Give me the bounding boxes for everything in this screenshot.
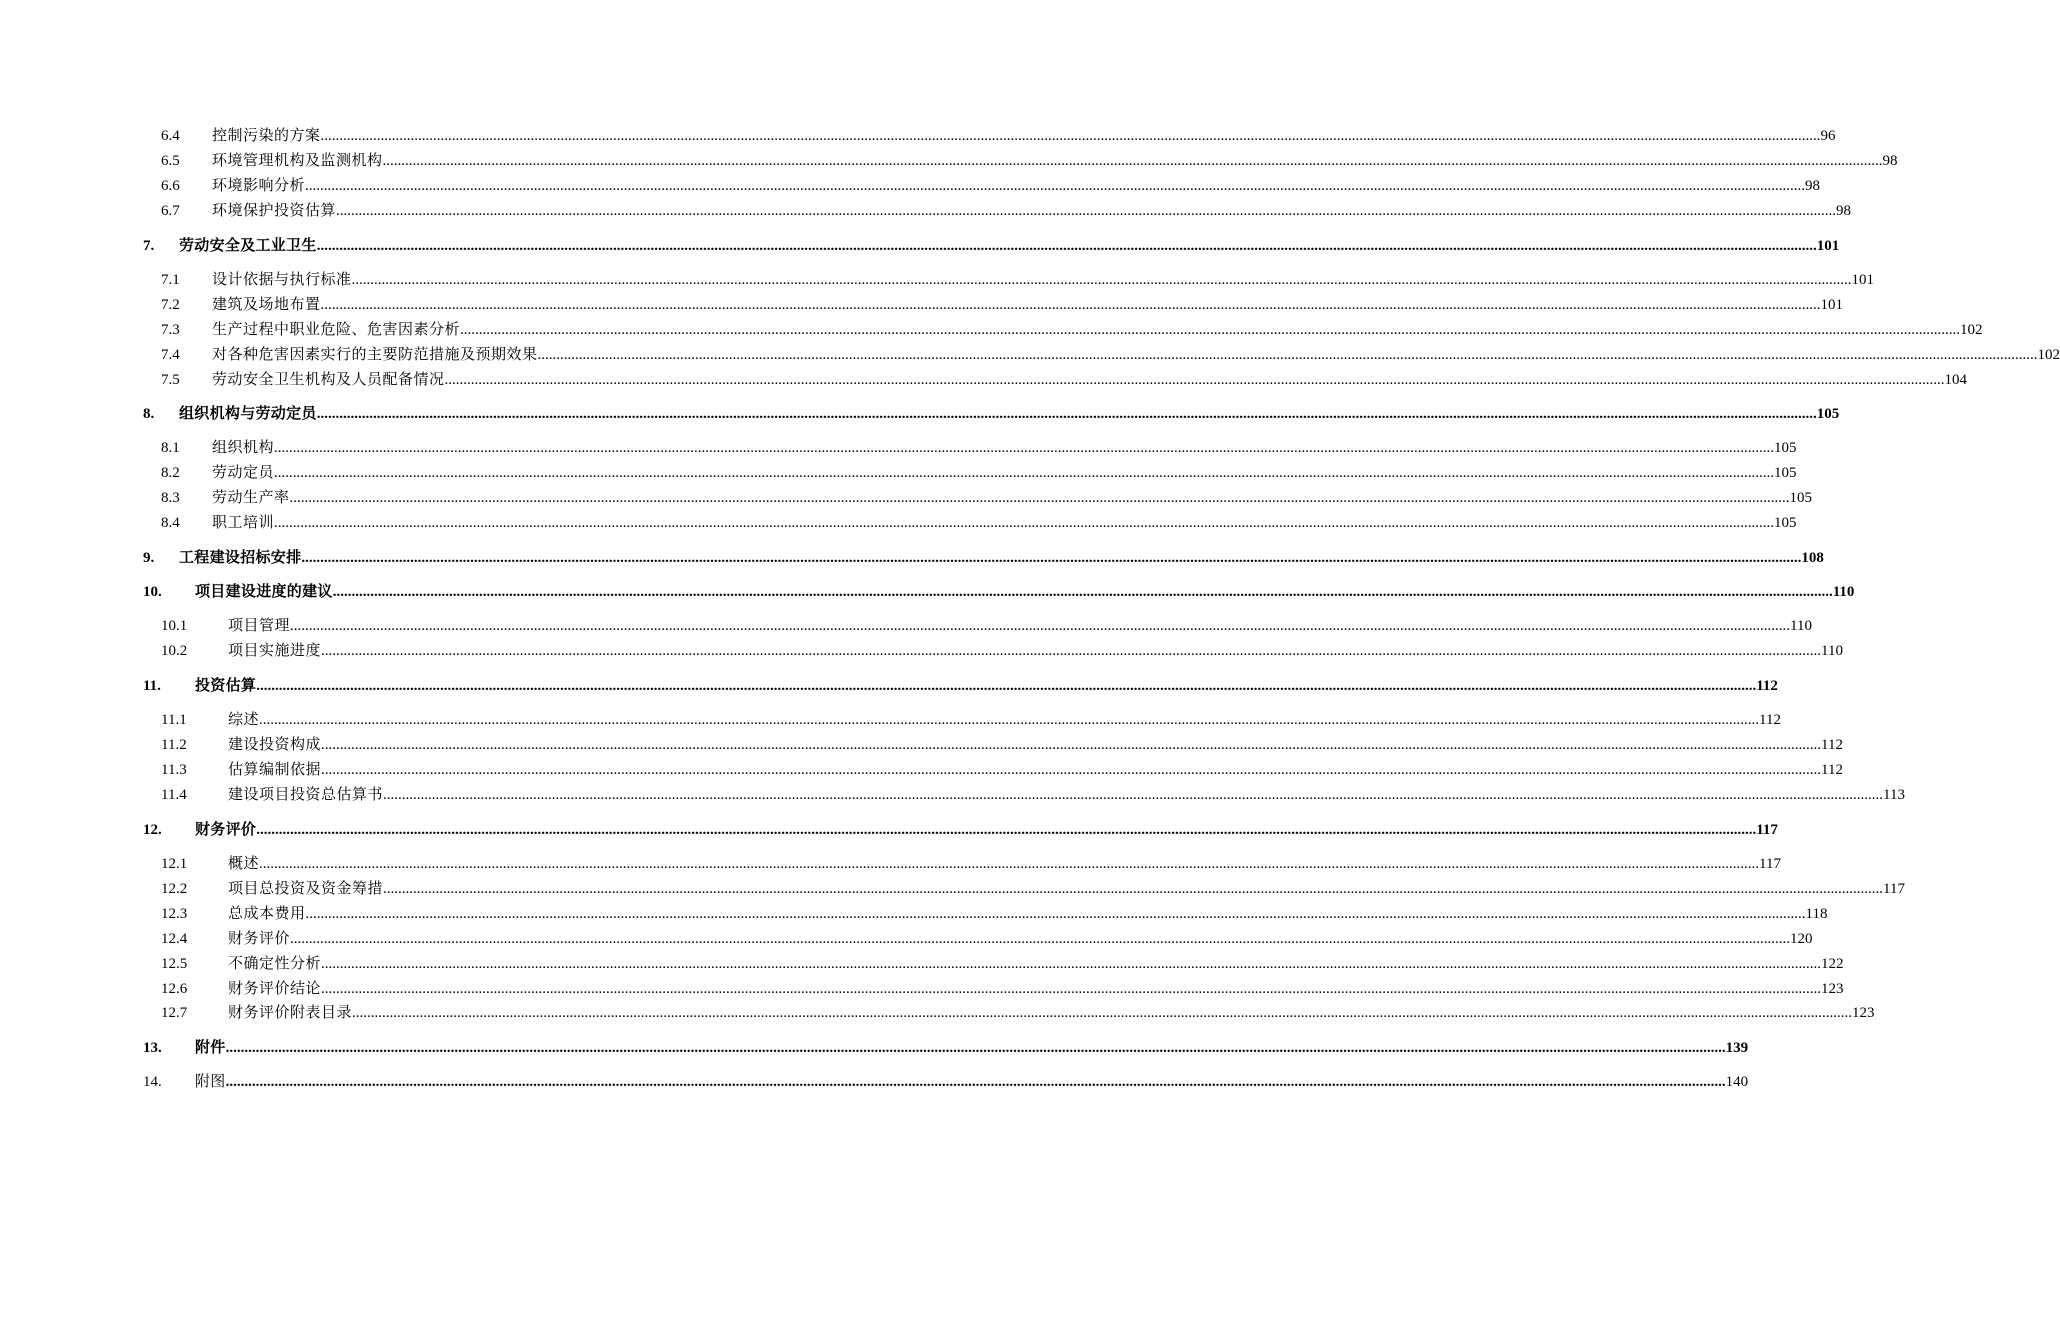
toc-dot-leader: ................................................................................................................................................................................................................................................................................................................................................................................................................ [336,203,1837,219]
toc-entry[interactable] [0,580,1855,604]
toc-entry[interactable] [0,708,1781,732]
toc-entry-page: 112 [1821,737,1843,753]
toc-entry-number: 8.1 [161,440,180,456]
toc-entry-page: 105 [1774,515,1797,531]
toc-entry[interactable] [0,639,1843,663]
toc-entry-title: 建设投资构成 [228,737,322,753]
toc-entry[interactable] [0,852,1781,876]
toc-entry-number: 7.1 [161,272,180,288]
toc-entry-page: 118 [1805,906,1828,922]
toc-entry-page: 112 [1821,762,1843,778]
toc-dot-leader: ................................................................................................................................................................................................................................................................................................................................................................................................................ [316,406,1817,422]
toc-entry-title: 综述 [228,712,260,728]
toc-entry[interactable] [0,902,1828,926]
toc-entry-page: 123 [1821,981,1844,997]
toc-entry-title: 控制污染的方案 [212,128,321,144]
toc-dot-leader: ................................................................................................................................................................................................................................................................................................................................................................................................................ [383,881,1884,897]
toc-entry[interactable] [0,614,1812,638]
toc-entry[interactable] [0,733,1843,757]
toc-dot-leader: ................................................................................................................................................................................................................................................................................................................................................................................................................ [537,347,2038,363]
toc-entry-number: 12. [143,822,162,838]
toc-entry-page: 112 [1756,678,1778,694]
toc-entry-number: 13. [143,1040,162,1056]
toc-entry[interactable] [0,674,1778,698]
toc-entry-page: 117 [1756,822,1778,838]
toc-entry[interactable] [0,758,1843,782]
toc-entry-title: 组织机构与劳动定员 [179,406,317,422]
toc-entry-page: 113 [1883,787,1905,803]
toc-entry-title: 财务评价附表目录 [228,1005,353,1021]
toc-entry-title: 项目总投资及资金筹措 [228,881,384,897]
toc-dot-leader: ................................................................................................................................................................................................................................................................................................................................................................................................................ [351,272,1852,288]
toc-dot-leader: ................................................................................................................................................................................................................................................................................................................................................................................................................ [256,678,1757,694]
toc-entry[interactable] [0,1001,1875,1025]
toc-dot-leader: ................................................................................................................................................................................................................................................................................................................................................................................................................ [444,372,1945,388]
toc-entry-number: 8.2 [161,465,180,481]
toc-entry-title: 项目管理 [228,618,291,634]
toc-entry-page: 105 [1789,490,1813,506]
toc-entry-title: 劳动安全卫生机构及人员配备情况 [212,372,445,388]
toc-entry-page: 101 [1816,238,1840,254]
toc-entry-title: 不确定性分析 [228,956,322,972]
toc-entry[interactable] [0,1070,1749,1094]
toc-entry[interactable] [0,318,1983,342]
toc-entry-title: 项目实施进度 [228,643,322,659]
toc-dot-leader: ................................................................................................................................................................................................................................................................................................................................................................................................................ [290,931,1791,947]
toc-entry-number: 11. [143,678,161,694]
toc-entry[interactable] [0,234,1840,258]
toc-entry-number: 8. [143,406,155,422]
toc-entry-title: 财务评价 [195,822,257,838]
toc-entry-page: 105 [1816,406,1840,422]
toc-entry-page: 112 [1759,712,1781,728]
toc-entry[interactable] [0,124,1836,148]
toc-entry-number: 7.5 [161,372,180,388]
toc-dot-leader: ................................................................................................................................................................................................................................................................................................................................................................................................................ [460,322,1961,338]
toc-entry-title: 建筑及场地布置 [212,297,321,313]
toc-entry-page: 104 [1944,372,1968,388]
toc-entry-number: 10. [143,584,162,600]
toc-entry-number: 11.3 [161,762,187,778]
toc-entry-number: 6.6 [161,178,180,194]
toc-entry-number: 11.4 [161,787,187,803]
toc-entry-number: 6.7 [161,203,180,219]
toc-entry-title: 概述 [228,856,260,872]
toc-dot-leader: ................................................................................................................................................................................................................................................................................................................................................................................................................ [289,490,1790,506]
toc-dot-leader: ................................................................................................................................................................................................................................................................................................................................................................................................................ [321,737,1822,753]
toc-entry-number: 9. [143,550,155,566]
toc-entry-number: 12.4 [161,931,188,947]
toc-entry[interactable] [0,368,1968,392]
toc-entry-number: 12.3 [161,906,188,922]
toc-dot-leader: ................................................................................................................................................................................................................................................................................................................................................................................................................ [305,906,1806,922]
toc-entry-number: 7.4 [161,347,180,363]
toc-dot-leader: ................................................................................................................................................................................................................................................................................................................................................................................................................ [274,440,1775,456]
toc-entry[interactable] [0,436,1797,460]
toc-dot-leader: ................................................................................................................................................................................................................................................................................................................................................................................................................ [383,787,1884,803]
toc-entry-number: 7. [143,238,155,254]
toc-entry-page: 105 [1774,440,1797,456]
toc-entry-page: 140 [1725,1074,1749,1090]
toc-entry[interactable] [0,174,1821,198]
toc-entry-title: 生产过程中职业危险、危害因素分析 [212,322,461,338]
toc-entry[interactable] [0,293,1844,317]
toc-dot-leader: ................................................................................................................................................................................................................................................................................................................................................................................................................ [320,128,1821,144]
toc-entry-title: 工程建设招标安排 [179,550,302,566]
toc-entry-number: 12.1 [161,856,188,872]
toc-entry-title: 附图 [195,1074,226,1090]
toc-entry-page: 96 [1820,128,1836,144]
toc-entry[interactable] [0,877,1905,901]
toc-dot-leader: ................................................................................................................................................................................................................................................................................................................................................................................................................ [352,1005,1853,1021]
toc-entry-title: 组织机构 [212,440,275,456]
toc-entry[interactable] [0,927,1813,951]
toc-entry-page: 101 [1820,297,1844,313]
toc-dot-leader: ................................................................................................................................................................................................................................................................................................................................................................................................................ [225,1074,1726,1090]
toc-entry-number: 8.3 [161,490,180,506]
toc-entry-title: 估算编制依据 [228,762,322,778]
toc-entry-page: 102 [1960,322,1983,338]
toc-entry-number: 8.4 [161,515,180,531]
toc-entry-title: 投资估算 [195,678,257,694]
toc-entry-number: 12.6 [161,981,188,997]
toc-entry[interactable] [0,343,2060,367]
toc-dot-leader: ................................................................................................................................................................................................................................................................................................................................................................................................................ [274,465,1775,481]
toc-dot-leader: ................................................................................................................................................................................................................................................................................................................................................................................................................ [225,1040,1726,1056]
toc-entry-title: 环境管理机构及监测机构 [212,153,383,169]
toc-dot-leader: ................................................................................................................................................................................................................................................................................................................................................................................................................ [321,981,1822,997]
toc-dot-leader: ................................................................................................................................................................................................................................................................................................................................................................................................................ [382,153,1883,169]
toc-entry-number: 11.2 [161,737,187,753]
toc-entry-page: 110 [1790,618,1812,634]
toc-entry-number: 10.2 [161,643,188,659]
toc-entry[interactable] [0,402,1840,426]
toc-entry[interactable] [0,783,1905,807]
toc-entry-title: 劳动生产率 [212,490,290,506]
toc-entry-page: 117 [1883,881,1905,897]
toc-entry-page: 110 [1821,643,1843,659]
toc-entry-title: 环境影响分析 [212,178,306,194]
toc-entry-page: 117 [1759,856,1781,872]
toc-dot-leader: ................................................................................................................................................................................................................................................................................................................................................................................................................ [316,238,1817,254]
toc-dot-leader: ................................................................................................................................................................................................................................................................................................................................................................................................................ [259,856,1760,872]
toc-entry-title: 劳动安全及工业卫生 [179,238,317,254]
toc-entry-title: 总成本费用 [228,906,306,922]
toc-entry-number: 12.7 [161,1005,188,1021]
toc-dot-leader: ................................................................................................................................................................................................................................................................................................................................................................................................................ [301,550,1802,566]
toc-entry-title: 财务评价 [228,931,291,947]
toc-entry-page: 98 [1805,178,1821,194]
toc-entry-page: 108 [1801,550,1824,566]
toc-entry-page: 98 [1882,153,1898,169]
toc-entry-title: 环境保护投资估算 [212,203,337,219]
toc-entry-title: 对各种危害因素实行的主要防范措施及预期效果 [212,347,538,363]
toc-dot-leader: ................................................................................................................................................................................................................................................................................................................................................................................................................ [321,956,1822,972]
toc-entry-number: 6.4 [161,128,180,144]
toc-entry-title: 劳动定员 [212,465,275,481]
toc-entry-page: 120 [1790,931,1813,947]
toc-dot-leader: ................................................................................................................................................................................................................................................................................................................................................................................................................ [305,178,1806,194]
toc-dot-leader: ................................................................................................................................................................................................................................................................................................................................................................................................................ [321,643,1822,659]
toc-dot-leader: ................................................................................................................................................................................................................................................................................................................................................................................................................ [321,762,1822,778]
toc-dot-leader: ................................................................................................................................................................................................................................................................................................................................................................................................................ [274,515,1775,531]
toc-entry-page: 105 [1774,465,1797,481]
toc-entry[interactable] [0,461,1797,485]
toc-entry-number: 12.2 [161,881,188,897]
toc-entry[interactable] [0,486,1813,510]
toc-entry[interactable] [0,268,1875,292]
toc-dot-leader: ................................................................................................................................................................................................................................................................................................................................................................................................................ [256,822,1757,838]
toc-entry-title: 项目建设进度的建议 [195,584,333,600]
toc-entry[interactable] [0,199,1852,223]
toc-dot-leader: ................................................................................................................................................................................................................................................................................................................................................................................................................ [332,584,1833,600]
toc-entry-number: 7.2 [161,297,180,313]
toc-entry-page: 102 [2037,347,2060,363]
toc-entry-page: 98 [1836,203,1852,219]
toc-entry-page: 139 [1725,1040,1749,1056]
toc-entry-title: 财务评价结论 [228,981,322,997]
toc-entry[interactable] [0,511,1797,535]
toc-entry-title: 建设项目投资总估算书 [228,787,384,803]
toc-entry-page: 122 [1821,956,1844,972]
toc-entry-number: 6.5 [161,153,180,169]
toc-entry[interactable] [0,546,1824,570]
toc-entry[interactable] [0,977,1844,1001]
toc-entry-page: 101 [1851,272,1875,288]
toc-entry[interactable] [0,818,1778,842]
toc-entry-title: 设计依据与执行标准 [212,272,352,288]
toc-entry-title: 附件 [195,1040,226,1056]
toc-entry-page: 123 [1852,1005,1875,1021]
toc-dot-leader: ................................................................................................................................................................................................................................................................................................................................................................................................................ [320,297,1821,313]
toc-dot-leader: ................................................................................................................................................................................................................................................................................................................................................................................................................ [259,712,1760,728]
toc-entry-number: 7.3 [161,322,180,338]
toc-entry-number: 14. [143,1074,162,1090]
toc-entry[interactable] [0,952,1844,976]
toc-entry[interactable] [0,149,1898,173]
toc-entry-page: 110 [1832,584,1855,600]
toc-entry-number: 11.1 [161,712,187,728]
toc-entry[interactable] [0,1036,1749,1060]
toc-entry-title: 职工培训 [212,515,275,531]
toc-entry-number: 12.5 [161,956,188,972]
toc-dot-leader: ................................................................................................................................................................................................................................................................................................................................................................................................................ [290,618,1791,634]
toc-entry-number: 10.1 [161,618,188,634]
